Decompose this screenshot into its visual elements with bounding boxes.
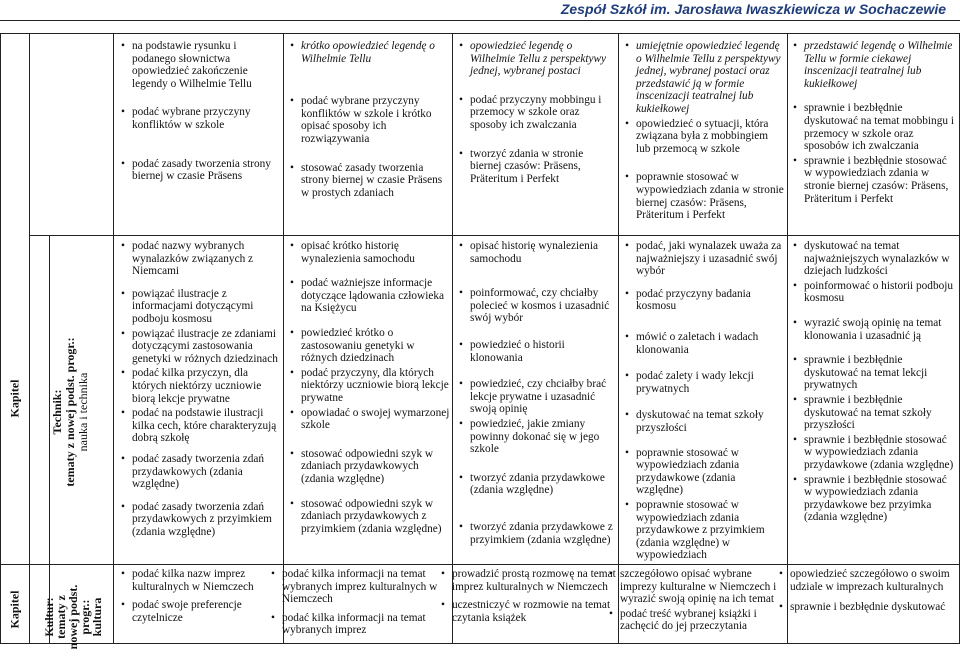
kultur-subtitle-2: nowej podst.: [66, 584, 80, 650]
list-item: • opowiedzieć szczegółowo o swoim udziale w imprezach kulturalnych: [779, 568, 957, 593]
list-item: • podać zasady tworzenia strony biernej w czasie Präsens: [121, 158, 279, 183]
list-item: • dyskutować na temat szkoły przyszłości: [625, 409, 785, 434]
list-item: • podać zalety i wady lekcji prywatnych: [625, 370, 785, 395]
list-item: • uczestniczyć w rozmowie na temat czytania książek: [441, 599, 617, 624]
list-item: • podać kilka nazw imprez kulturalnych w Niemczech: [121, 568, 279, 593]
list-item: • opisać krótko historię wynalezienia samochodu: [290, 240, 450, 265]
school-header: Zespół Szkół im. Jarosława Iwaszkiewicza w Sochaczewie: [560, 1, 946, 17]
technik-subtitle: tematy z nowej podst. progr.:: [63, 337, 77, 487]
technik-topic: nauka i technika: [76, 372, 90, 452]
kapitel-label: Kapitel: [7, 379, 22, 418]
list-item: • stosować odpowiedni szyk w zdaniach przydawkowych z przyimkiem (zdania względne): [290, 498, 450, 536]
list-item: • szczegółowo opisać wybrane imprezy kulturalne w Niemczech i wyrazić swoją opinię na ich temat: [609, 568, 785, 606]
kultur-label: [43, 567, 107, 667]
row1-col5: [793, 40, 957, 232]
list-item: • poinformować o historii podboju kosmosu: [793, 280, 957, 305]
list-item: • przedstawić legendę o Wilhelmie Tellu w formie ciekawej inscenizacji teatralnej lub kukiełkowej: [793, 40, 957, 90]
list-item: • tworzyć zdania przydawkowe z przyimkiem (zdania względne): [459, 521, 616, 546]
row1-col4: [625, 40, 785, 232]
list-item: • podać nazwy wybranych wynalazków związanych z Niemcami: [121, 240, 279, 278]
list-item: • powiedzieć krótko o zastosowaniu genetyki w różnych dziedzinach: [290, 327, 450, 365]
row3-col1: [121, 568, 279, 642]
list-item: • podać zasady tworzenia zdań przydawkowych (zdania względne): [121, 453, 279, 491]
list-item: • opowiedzieć o sytuacji, która związana była z mobbingiem lub przemocą w szkole: [625, 118, 785, 156]
list-item: • podać wybrane przyczyny konfliktów w szkole: [121, 106, 279, 131]
list-item: • sprawnie i bezbłędnie stosować w wypowiedziach zdania przydawkowe bez przyimka (zdania względne): [793, 474, 957, 524]
list-item: • sprawnie i bezbłędnie dyskutować na temat szkoły przyszłości: [793, 394, 957, 432]
kapitel-label-2: Kapitel: [7, 590, 22, 629]
list-item: • tworzyć zdania w stronie biernej czasów: Präsens, Präteritum i Perfekt: [459, 148, 616, 186]
list-item: • sprawnie i bezbłędnie dyskutować na temat mobbingu i przemocy w szkole oraz sposobów ich zwalczania: [793, 102, 957, 152]
list-item: • tworzyć zdania przydawkowe (zdania względne): [459, 472, 616, 497]
list-item: • mówić o zaletach i wadach klonowania: [625, 331, 785, 356]
kultur-subtitle-1: tematy z: [54, 595, 68, 639]
row2-col5: [793, 240, 957, 562]
list-item: • podać wybrane przyczyny konfliktów w szkole i krótko opisać sposoby ich rozwiązywania: [290, 95, 450, 145]
divider: [29, 34, 30, 643]
row1-col2: [290, 40, 450, 232]
row2-col4: [625, 240, 785, 562]
kultur-title: Kultur:: [42, 597, 56, 637]
list-item: • podać przyczyny mobbingu i przemocy w szkole oraz sposoby ich zwalczania: [459, 94, 616, 132]
row2-col1: [121, 240, 279, 562]
list-item: • stosować odpowiedni szyk w zdaniach przydawkowych (zdania względne): [290, 448, 450, 486]
row1-col1: [121, 40, 279, 232]
list-item: • powiedzieć, czy chciałby brać lekcje prywatne i uzasadnić swoją opinię: [459, 378, 616, 416]
list-item: • podać przyczyny, dla których niektórzy uczniowie biorą lekcje prywatne: [290, 367, 450, 405]
list-item: • na podstawie rysunku i podanego słownictwa opowiedzieć zakończenie legendy o Wilhelmie Tellu: [121, 40, 279, 90]
curriculum-table: [0, 33, 960, 650]
list-item: • powiązać ilustracje z informacjami dotyczącymi podboju kosmosu: [121, 288, 279, 326]
list-item: • opisać historię wynalezienia samochodu: [459, 240, 616, 265]
header-rule: [0, 20, 960, 21]
kultur-topic: kultura: [90, 597, 104, 637]
list-item: • stosować zasady tworzenia strony biernej w czasie Präsens w prostych zdaniach: [290, 162, 450, 200]
list-item: • podać przyczyny badania kosmosu: [625, 288, 785, 313]
list-item: • sprawnie i bezbłędnie stosować w wypowiedziach zdania przydawkowe (zdania względne): [793, 434, 957, 472]
row2-col3: [459, 240, 616, 562]
list-item: • krótko opowiedzieć legendę o Wilhelmie Tellu: [290, 40, 450, 65]
list-item: • dyskutować na temat najważniejszych wynalazków w dziejach ludzkości: [793, 240, 957, 278]
list-item: • podać zasady tworzenia zdań przydawkowych z przyimkiem (zdania względne): [121, 501, 279, 539]
list-item: • sprawnie i bezbłędnie dyskutować na temat lekcji prywatnych: [793, 354, 957, 392]
divider: [618, 34, 619, 643]
list-item: • powiązać ilustracje ze zdaniami dotyczącymi zastosowania genetyki w różnych dziedzinach: [121, 328, 279, 366]
divider: [283, 34, 284, 643]
list-item: • podać, jaki wynalazek uważa za najważniejszy i uzasadnić swój wybór: [625, 240, 785, 278]
list-item: • poprawnie stosować w wypowiedziach zdania przydawkowe z przyimkiem (zdania względne) w wypowiedziach: [625, 499, 785, 562]
list-item: • podać ważniejsze informacje dotyczące lądowania człowieka na Księżycu: [290, 277, 450, 315]
list-item: • powiedzieć, jakie zmiany powinny dokonać się w jego szkole: [459, 418, 616, 456]
divider: [452, 34, 453, 643]
list-item: • opowiadać o swojej wymarzonej szkole: [290, 407, 450, 432]
list-item: • podać kilka informacji na temat wybranych imprez: [271, 612, 449, 637]
list-item: • wyrazić swoją opinię na temat klonowania i uzasadnić ją: [793, 317, 957, 342]
row3-col5: [779, 568, 957, 642]
list-item: • podać treść wybranej książki i zachęcić do jej przeczytania: [609, 608, 785, 633]
divider: [787, 34, 788, 643]
technik-title: Technik:: [50, 389, 64, 435]
technik-label: [51, 332, 91, 492]
divider: [1, 564, 960, 565]
list-item: • opowiedzieć legendę o Wilhelmie Tellu z perspektywy jednej, wybranej postaci: [459, 40, 616, 78]
row3-col4: [609, 568, 785, 642]
row1-col3: [459, 40, 616, 232]
list-item: • prowadzić prostą rozmowę na temat imprez kulturalnych w Niemczech: [441, 568, 617, 593]
list-item: • sprawnie i bezbłędnie stosować w wypowiedziach zdania w stronie biernej czasów: Präsens, Präteritum i Perfekt: [793, 155, 957, 205]
row2-col2: [290, 240, 450, 562]
list-item: • powiedzieć o historii klonowania: [459, 339, 616, 364]
list-item: • sprawnie i bezbłędnie dyskutować: [779, 601, 957, 614]
list-item: • poinformować, czy chciałby polecieć w kosmos i uzasadnić swój wybór: [459, 287, 616, 325]
row3-col3: [441, 568, 617, 642]
list-item: • poprawnie stosować w wypowiedziach zdania w stronie biernej czasów: Präsens, Präteritum i Perfekt: [625, 171, 785, 221]
list-item: • podać swoje preferencje czytelnicze: [121, 599, 279, 624]
kultur-subtitle-3: progr.:: [78, 599, 92, 635]
list-item: • umiejętnie opowiedzieć legendę o Wilhelmie Tellu z perspektywy jednej, wybranej postaci oraz przedstawić ją w formie inscenizacji teatralnej lub kukiełkowej: [625, 40, 785, 116]
divider: [29, 235, 960, 236]
row3-col2: [271, 568, 449, 642]
list-item: • podać kilka przyczyn, dla których niektórzy uczniowie biorą lekcje prywatne: [121, 367, 279, 405]
list-item: • podać kilka informacji na temat wybranych imprez kulturalnych w Niemczech: [271, 568, 449, 606]
list-item: • poprawnie stosować w wypowiedziach zdania przydawkowe (zdania względne): [625, 447, 785, 497]
divider: [113, 34, 114, 643]
list-item: • podać na podstawie ilustracji kilka cech, które charakteryzują dobrą szkołę: [121, 407, 279, 445]
